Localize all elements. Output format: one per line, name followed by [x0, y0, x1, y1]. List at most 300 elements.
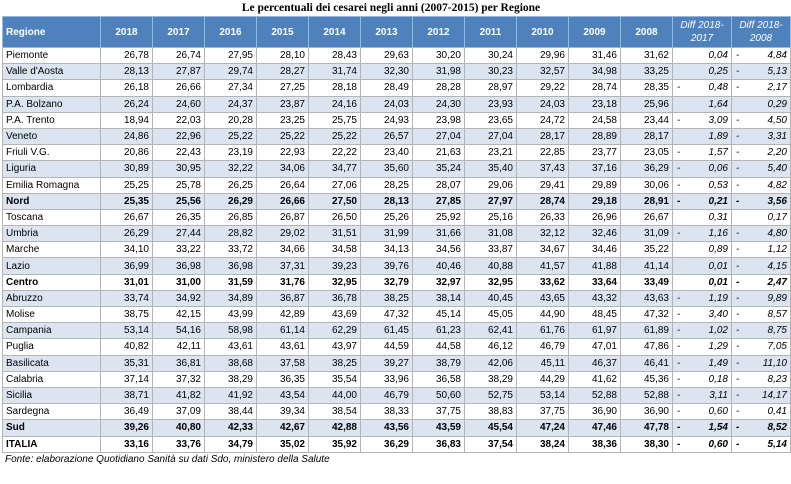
- region-name: Abruzzo: [3, 290, 101, 306]
- value-cell: 28,43: [309, 48, 361, 64]
- diff-2018-2008-cell: [732, 193, 791, 209]
- diff-2018-2017-cell: [673, 64, 732, 80]
- value-cell: 39,27: [361, 355, 413, 371]
- diff-2018-2008-cell: [732, 209, 791, 225]
- diff-value: 0,60: [708, 406, 728, 418]
- table-row: [3, 274, 791, 290]
- diff-sign: -: [736, 131, 740, 143]
- value-cell: 28,17: [517, 128, 569, 144]
- value-cell: 33,49: [621, 274, 673, 290]
- diff-value: 4,15: [767, 260, 787, 272]
- value-cell: 27,85: [413, 193, 465, 209]
- diff-value: 0,06: [708, 163, 728, 175]
- value-cell: 22,22: [309, 145, 361, 161]
- value-cell: 38,24: [517, 436, 569, 452]
- value-cell: 32,95: [465, 274, 517, 290]
- source-note: Fonte: elaborazione Quotidiano Sanità su dati Sdo, ministero della Salute: [5, 453, 330, 465]
- value-cell: 41,92: [205, 387, 257, 403]
- value-cell: 30,95: [153, 161, 205, 177]
- value-cell: 36,49: [101, 404, 153, 420]
- value-cell: 30,89: [101, 161, 153, 177]
- value-cell: 37,75: [413, 404, 465, 420]
- value-cell: 32,30: [361, 64, 413, 80]
- diff-sign: -: [736, 82, 740, 94]
- value-cell: 31,98: [413, 64, 465, 80]
- value-cell: 26,24: [101, 96, 153, 112]
- value-cell: 26,67: [101, 209, 153, 225]
- value-cell: 22,85: [517, 145, 569, 161]
- value-cell: 27,34: [205, 80, 257, 96]
- diff-value: 1,12: [767, 244, 787, 256]
- diff-sign: -: [736, 228, 740, 240]
- value-cell: 47,24: [517, 420, 569, 436]
- diff-2018-2008-cell: [732, 371, 791, 387]
- value-cell: 47,86: [621, 339, 673, 355]
- diff-2018-2008-cell: [732, 177, 791, 193]
- diff-value: 0,89: [708, 244, 728, 256]
- value-cell: 45,05: [465, 307, 517, 323]
- diff-value: 0,18: [708, 373, 728, 385]
- diff-sign: -: [736, 244, 740, 256]
- value-cell: 26,66: [257, 193, 309, 209]
- value-cell: 36,58: [413, 371, 465, 387]
- value-cell: 43,56: [361, 420, 413, 436]
- value-cell: 28,10: [257, 48, 309, 64]
- value-cell: 22,03: [153, 112, 205, 128]
- diff-value: 0,41: [767, 406, 787, 418]
- value-cell: 35,92: [309, 436, 361, 452]
- value-cell: 28,74: [517, 193, 569, 209]
- value-cell: 38,14: [413, 290, 465, 306]
- diff-2018-2017-cell: [673, 290, 732, 306]
- value-cell: 35,54: [309, 371, 361, 387]
- value-cell: 33,25: [621, 64, 673, 80]
- header-year: 2010: [517, 17, 569, 48]
- value-cell: 28,17: [621, 128, 673, 144]
- value-cell: 38,33: [361, 404, 413, 420]
- value-cell: 43,99: [205, 307, 257, 323]
- value-cell: 38,75: [101, 307, 153, 323]
- value-cell: 30,06: [621, 177, 673, 193]
- value-cell: 20,86: [101, 145, 153, 161]
- value-cell: 31,66: [413, 226, 465, 242]
- region-name: Marche: [3, 242, 101, 258]
- diff-2018-2017-cell: [673, 387, 732, 403]
- value-cell: 43,61: [205, 339, 257, 355]
- value-cell: 36,83: [413, 436, 465, 452]
- value-cell: 34,79: [205, 436, 257, 452]
- table-row: [3, 290, 791, 306]
- value-cell: 38,29: [205, 371, 257, 387]
- table-title: Le percentuali dei cesarei negli anni (2007-2015) per Regione: [241, 2, 541, 14]
- table-row: [3, 193, 791, 209]
- value-cell: 29,74: [205, 64, 257, 80]
- table-row: [3, 339, 791, 355]
- value-cell: 40,45: [465, 290, 517, 306]
- value-cell: 31,74: [309, 64, 361, 80]
- diff-2018-2017-cell: [673, 355, 732, 371]
- value-cell: 36,35: [257, 371, 309, 387]
- diff-sign: -: [677, 390, 681, 402]
- diff-2018-2008-cell: [732, 112, 791, 128]
- diff-2018-2008-cell: [732, 145, 791, 161]
- value-cell: 25,92: [413, 209, 465, 225]
- value-cell: 31,01: [101, 274, 153, 290]
- value-cell: 54,16: [153, 323, 205, 339]
- value-cell: 30,20: [413, 48, 465, 64]
- value-cell: 29,41: [517, 177, 569, 193]
- value-cell: 30,24: [465, 48, 517, 64]
- value-cell: 46,79: [517, 339, 569, 355]
- value-cell: 28,13: [101, 64, 153, 80]
- diff-sign: -: [736, 390, 740, 402]
- value-cell: 29,22: [517, 80, 569, 96]
- diff-value: 8,57: [767, 309, 787, 321]
- value-cell: 27,95: [205, 48, 257, 64]
- region-name: Campania: [3, 323, 101, 339]
- value-cell: 61,23: [413, 323, 465, 339]
- value-cell: 38,83: [465, 404, 517, 420]
- value-cell: 58,98: [205, 323, 257, 339]
- value-cell: 36,81: [153, 355, 205, 371]
- value-cell: 40,82: [101, 339, 153, 355]
- table-row: [3, 128, 791, 144]
- value-cell: 26,57: [361, 128, 413, 144]
- value-cell: 36,78: [309, 290, 361, 306]
- value-cell: 26,50: [309, 209, 361, 225]
- value-cell: 53,14: [517, 387, 569, 403]
- value-cell: 28,82: [205, 226, 257, 242]
- value-cell: 35,24: [413, 161, 465, 177]
- table-row: [3, 436, 791, 452]
- value-cell: 36,98: [205, 258, 257, 274]
- header-year: 2014: [309, 17, 361, 48]
- diff-value: 0,48: [708, 82, 728, 94]
- diff-2018-2017-cell: [673, 258, 732, 274]
- table-row: [3, 420, 791, 436]
- diff-2018-2008-cell: [732, 128, 791, 144]
- value-cell: 22,93: [257, 145, 309, 161]
- value-cell: 29,06: [465, 177, 517, 193]
- diff-sign: -: [736, 66, 740, 78]
- value-cell: 25,25: [101, 177, 153, 193]
- diff-sign: -: [677, 341, 681, 353]
- diff-sign: -: [736, 179, 740, 191]
- value-cell: 25,75: [309, 112, 361, 128]
- value-cell: 28,91: [621, 193, 673, 209]
- value-cell: 28,89: [569, 128, 621, 144]
- value-cell: 34,46: [569, 242, 621, 258]
- value-cell: 39,26: [101, 420, 153, 436]
- diff-value: 3,40: [708, 309, 728, 321]
- diff-sign: -: [736, 341, 740, 353]
- value-cell: 34,67: [517, 242, 569, 258]
- value-cell: 36,87: [257, 290, 309, 306]
- value-cell: 33,87: [465, 242, 517, 258]
- value-cell: 36,29: [361, 436, 413, 452]
- diff-2018-2017-cell: [673, 161, 732, 177]
- diff-2018-2008-cell: [732, 307, 791, 323]
- value-cell: 42,67: [257, 420, 309, 436]
- value-cell: 31,08: [465, 226, 517, 242]
- diff-value: 8,23: [767, 373, 787, 385]
- diff-value: 4,50: [767, 114, 787, 126]
- value-cell: 24,58: [569, 112, 621, 128]
- value-cell: 26,78: [101, 48, 153, 64]
- value-cell: 28,74: [569, 80, 621, 96]
- value-cell: 39,23: [309, 258, 361, 274]
- value-cell: 25,56: [153, 193, 205, 209]
- value-cell: 38,71: [101, 387, 153, 403]
- diff-2018-2008-cell: [732, 161, 791, 177]
- diff-value: 3,56: [767, 195, 787, 207]
- value-cell: 28,97: [465, 80, 517, 96]
- value-cell: 34,13: [361, 242, 413, 258]
- diff-value: 2,47: [767, 276, 787, 288]
- value-cell: 23,87: [257, 96, 309, 112]
- diff-2018-2008-cell: [732, 242, 791, 258]
- table-row: [3, 112, 791, 128]
- value-cell: 34,66: [257, 242, 309, 258]
- value-cell: 27,97: [465, 193, 517, 209]
- value-cell: 23,65: [465, 112, 517, 128]
- header-diff-line: 2008: [749, 33, 773, 44]
- value-cell: 34,10: [101, 242, 153, 258]
- value-cell: 23,19: [205, 145, 257, 161]
- diff-sign: -: [736, 147, 740, 159]
- diff-2018-2017-cell: [673, 436, 732, 452]
- value-cell: 61,89: [621, 323, 673, 339]
- value-cell: 26,96: [569, 209, 621, 225]
- value-cell: 28,07: [413, 177, 465, 193]
- value-cell: 39,76: [361, 258, 413, 274]
- value-cell: 39,34: [257, 404, 309, 420]
- value-cell: 43,69: [309, 307, 361, 323]
- value-cell: 37,09: [153, 404, 205, 420]
- header-year: 2008: [621, 17, 673, 48]
- diff-sign: -: [677, 406, 681, 418]
- diff-value: 0,29: [767, 98, 787, 110]
- value-cell: 35,40: [465, 161, 517, 177]
- diff-sign: -: [677, 325, 681, 337]
- value-cell: 38,25: [361, 290, 413, 306]
- diff-value: 2,17: [767, 82, 787, 94]
- value-cell: 44,59: [361, 339, 413, 355]
- value-cell: 37,16: [569, 161, 621, 177]
- diff-value: 0,31: [708, 211, 728, 223]
- value-cell: 31,09: [621, 226, 673, 242]
- value-cell: 43,65: [517, 290, 569, 306]
- value-cell: 45,54: [465, 420, 517, 436]
- diff-value: 11,10: [762, 357, 787, 369]
- diff-sign: -: [677, 179, 681, 191]
- diff-2018-2017-cell: [673, 145, 732, 161]
- table-row: [3, 209, 791, 225]
- diff-2018-2008-cell: [732, 48, 791, 64]
- diff-value: 1,49: [708, 357, 728, 369]
- header-diff-line: Diff 2018-: [680, 20, 724, 31]
- value-cell: 36,98: [153, 258, 205, 274]
- diff-value: 3,09: [708, 114, 728, 126]
- diff-sign: -: [736, 292, 740, 304]
- table-row: [3, 48, 791, 64]
- value-cell: 44,90: [517, 307, 569, 323]
- header-diff-line: 2017: [690, 33, 714, 44]
- value-cell: 42,88: [309, 420, 361, 436]
- header-diff-2018-2008: [732, 17, 791, 48]
- value-cell: 20,28: [205, 112, 257, 128]
- diff-sign: -: [736, 422, 740, 434]
- diff-sign: -: [677, 438, 681, 450]
- region-name: Friuli V.G.: [3, 145, 101, 161]
- diff-value: 3,31: [767, 131, 787, 143]
- region-name: P.A. Bolzano: [3, 96, 101, 112]
- table-row: [3, 307, 791, 323]
- diff-value: 1,16: [708, 228, 728, 240]
- diff-2018-2017-cell: [673, 80, 732, 96]
- value-cell: 38,54: [309, 404, 361, 420]
- value-cell: 26,74: [153, 48, 205, 64]
- value-cell: 47,01: [569, 339, 621, 355]
- diff-value: 5,13: [767, 66, 787, 78]
- diff-2018-2017-cell: [673, 209, 732, 225]
- value-cell: 35,60: [361, 161, 413, 177]
- value-cell: 42,15: [153, 307, 205, 323]
- diff-2018-2017-cell: [673, 274, 732, 290]
- value-cell: 28,49: [361, 80, 413, 96]
- diff-sign: -: [677, 309, 681, 321]
- value-cell: 26,35: [153, 209, 205, 225]
- value-cell: 42,06: [465, 355, 517, 371]
- value-cell: 26,18: [101, 80, 153, 96]
- value-cell: 27,04: [465, 128, 517, 144]
- region-name: Valle d'Aosta: [3, 64, 101, 80]
- value-cell: 38,79: [413, 355, 465, 371]
- diff-2018-2017-cell: [673, 96, 732, 112]
- table-row: [3, 96, 791, 112]
- value-cell: 34,58: [309, 242, 361, 258]
- value-cell: 24,03: [361, 96, 413, 112]
- value-cell: 25,22: [309, 128, 361, 144]
- value-cell: 37,58: [257, 355, 309, 371]
- value-cell: 35,31: [101, 355, 153, 371]
- value-cell: 24,37: [205, 96, 257, 112]
- diff-2018-2008-cell: [732, 290, 791, 306]
- diff-value: 0,53: [708, 179, 728, 191]
- value-cell: 40,80: [153, 420, 205, 436]
- value-cell: 44,29: [517, 371, 569, 387]
- diff-2018-2008-cell: [732, 258, 791, 274]
- region-name: Emilia Romagna: [3, 177, 101, 193]
- value-cell: 43,97: [309, 339, 361, 355]
- diff-value: 14,17: [761, 390, 787, 402]
- value-cell: 33,74: [101, 290, 153, 306]
- diff-value: 9,89: [767, 292, 787, 304]
- diff-sign: -: [677, 422, 681, 434]
- region-name: P.A. Trento: [3, 112, 101, 128]
- value-cell: 26,66: [153, 80, 205, 96]
- value-cell: 33,64: [569, 274, 621, 290]
- value-cell: 62,29: [309, 323, 361, 339]
- value-cell: 28,27: [257, 64, 309, 80]
- value-cell: 23,93: [465, 96, 517, 112]
- diff-2018-2017-cell: [673, 371, 732, 387]
- table-row: [3, 177, 791, 193]
- diff-value: 1,89: [708, 131, 728, 143]
- table-row: [3, 258, 791, 274]
- diff-2018-2017-cell: [673, 307, 732, 323]
- table-row: [3, 226, 791, 242]
- region-name: Sardegna: [3, 404, 101, 420]
- region-name: Lombardia: [3, 80, 101, 96]
- diff-2018-2008-cell: [732, 80, 791, 96]
- value-cell: 61,97: [569, 323, 621, 339]
- diff-value: 5,40: [767, 163, 787, 175]
- value-cell: 46,41: [621, 355, 673, 371]
- value-cell: 28,35: [621, 80, 673, 96]
- value-cell: 34,06: [257, 161, 309, 177]
- value-cell: 26,25: [205, 177, 257, 193]
- value-cell: 40,46: [413, 258, 465, 274]
- value-cell: 45,36: [621, 371, 673, 387]
- value-cell: 23,05: [621, 145, 673, 161]
- value-cell: 24,86: [101, 128, 153, 144]
- value-cell: 33,16: [101, 436, 153, 452]
- value-cell: 53,14: [101, 323, 153, 339]
- diff-value: 4,84: [767, 50, 787, 62]
- diff-2018-2008-cell: [732, 274, 791, 290]
- diff-sign: -: [736, 276, 740, 288]
- value-cell: 33,72: [205, 242, 257, 258]
- diff-sign: -: [736, 163, 740, 175]
- header-diff-line: Diff 2018-: [739, 20, 783, 31]
- diff-2018-2008-cell: [732, 339, 791, 355]
- diff-2018-2008-cell: [732, 387, 791, 403]
- value-cell: 28,13: [361, 193, 413, 209]
- value-cell: 43,54: [257, 387, 309, 403]
- diff-2018-2008-cell: [732, 323, 791, 339]
- value-cell: 38,25: [309, 355, 361, 371]
- value-cell: 50,60: [413, 387, 465, 403]
- value-cell: 47,78: [621, 420, 673, 436]
- value-cell: 32,22: [205, 161, 257, 177]
- value-cell: 22,43: [153, 145, 205, 161]
- region-name: Puglia: [3, 339, 101, 355]
- diff-sign: -: [736, 195, 740, 207]
- diff-2018-2017-cell: [673, 323, 732, 339]
- diff-2018-2017-cell: [673, 339, 732, 355]
- value-cell: 26,29: [205, 193, 257, 209]
- value-cell: 27,50: [309, 193, 361, 209]
- value-cell: 26,64: [257, 177, 309, 193]
- value-cell: 45,14: [413, 307, 465, 323]
- diff-2018-2008-cell: [732, 420, 791, 436]
- table-row: [3, 404, 791, 420]
- value-cell: 31,46: [569, 48, 621, 64]
- diff-value: 1,57: [708, 147, 728, 159]
- diff-sign: -: [677, 147, 681, 159]
- value-cell: 29,96: [517, 48, 569, 64]
- value-cell: 34,92: [153, 290, 205, 306]
- value-cell: 32,79: [361, 274, 413, 290]
- diff-sign: -: [677, 114, 681, 126]
- table-container: [2, 0, 787, 467]
- diff-sign: -: [677, 163, 681, 175]
- value-cell: 31,62: [621, 48, 673, 64]
- value-cell: 27,06: [309, 177, 361, 193]
- value-cell: 35,02: [257, 436, 309, 452]
- value-cell: 52,75: [465, 387, 517, 403]
